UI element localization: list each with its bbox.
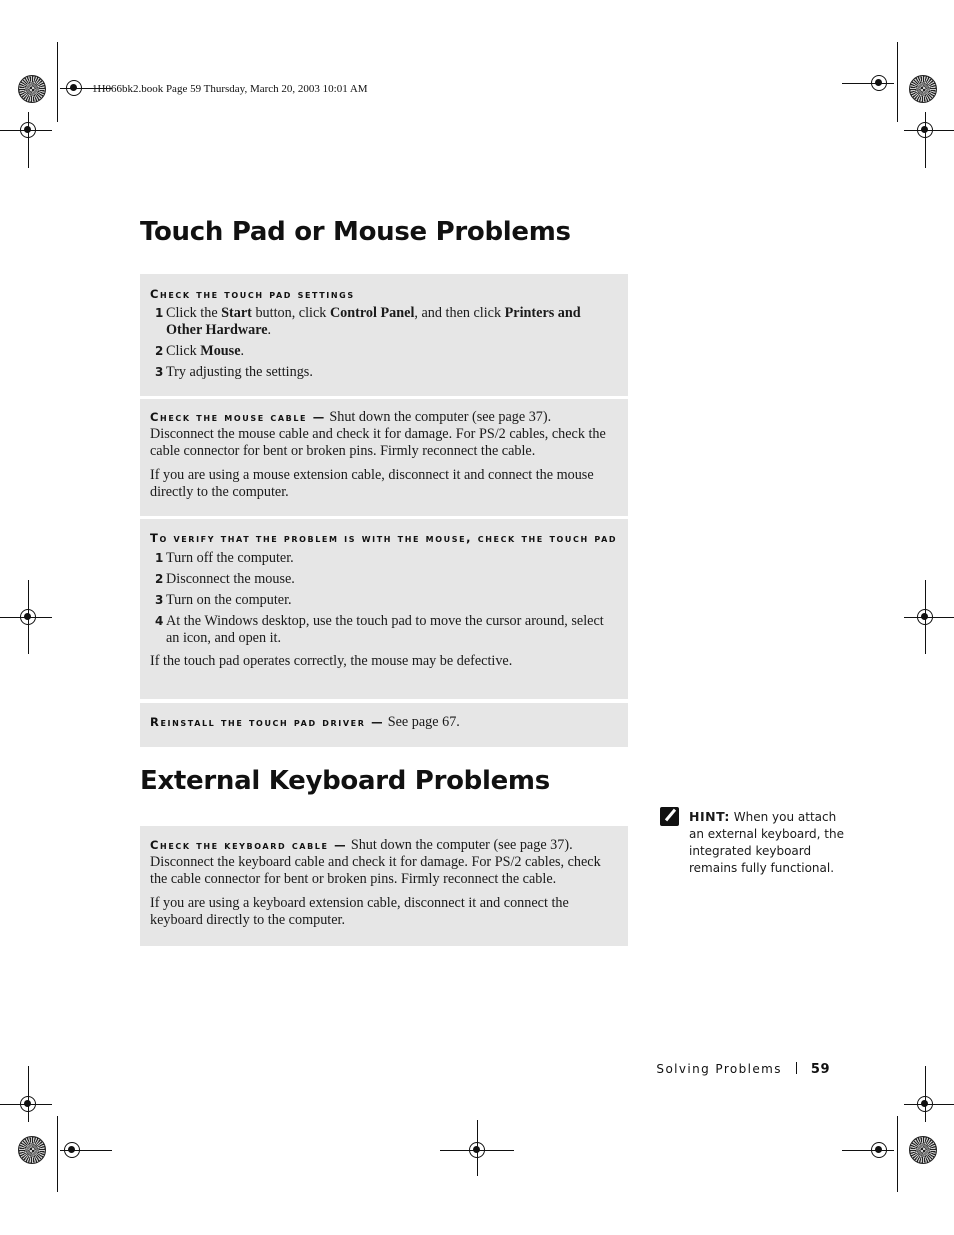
book-header-stamp: 1H066bk2.book Page 59 Thursday, March 20, 2003 10:01 AM [92, 83, 368, 95]
tip-paragraph: If you are using a keyboard extension cable, disconnect it and connect the keyboard directly to the computer. [150, 895, 569, 928]
hint-label: HINT: [689, 809, 730, 824]
tip-paragraph [150, 837, 618, 888]
step-item [150, 571, 618, 588]
step-item [150, 550, 618, 567]
tip-box-touch-pad-settings [140, 274, 628, 396]
tip-paragraph: If you are using a mouse extension cable, disconnect it and connect the mouse directly to the computer. [150, 467, 594, 500]
tip-box-verify-mouse [140, 519, 628, 699]
crop-line [477, 1120, 478, 1176]
crop-line [842, 83, 894, 84]
step-text: Try adjusting the settings. [166, 364, 313, 380]
print-rosette-top-left [18, 75, 46, 103]
crop-line [904, 1104, 954, 1105]
step-item [150, 613, 618, 647]
page-number: 59 [810, 1062, 830, 1077]
crop-line [897, 1116, 898, 1192]
tip-box-title: Reinstall the touch pad driver — [150, 715, 385, 729]
crop-line [0, 130, 52, 131]
tip-paragraph [150, 714, 618, 731]
crop-line [28, 112, 29, 168]
crop-line [925, 580, 926, 654]
step-text: button, click [251, 305, 330, 321]
tip-box-title: Check the touch pad settings [150, 287, 355, 301]
ui-term-mouse: Mouse [200, 343, 241, 359]
step-number: 4 [155, 614, 164, 628]
crop-line [842, 1150, 894, 1151]
step-item [150, 364, 618, 381]
tip-paragraph [150, 409, 618, 460]
print-rosette-top-right [909, 75, 937, 103]
hint-text: When you attach an external keyboard, the integrated keyboard remains fully functional. [689, 810, 844, 875]
step-number: 1 [155, 551, 164, 565]
crop-line [60, 1150, 112, 1151]
crop-line [0, 617, 52, 618]
step-list [150, 305, 618, 381]
ui-term-printers-hardware: Printers and Other Hardware [166, 305, 581, 338]
crop-line [28, 580, 29, 654]
crop-line [28, 1066, 29, 1122]
footer-section-name: Solving Problems [656, 1062, 782, 1076]
crop-line [57, 42, 58, 122]
ui-term-start: Start [221, 305, 252, 321]
step-text: , and then click [414, 305, 505, 321]
crop-line [925, 1066, 926, 1122]
step-list [150, 550, 618, 647]
step-number: 2 [155, 572, 164, 586]
tip-box-title: Check the keyboard cable — [150, 838, 348, 852]
step-item [150, 592, 618, 609]
ui-term-control-panel: Control Panel [329, 305, 415, 321]
footer-separator [796, 1062, 797, 1074]
step-text: Turn off the computer. [166, 550, 294, 566]
tip-box-reinstall-driver [140, 703, 628, 747]
tip-box-title: To verify that the problem is with the mouse, check the touch pad [150, 531, 618, 545]
crop-line [925, 112, 926, 168]
tip-box-mouse-cable [140, 399, 628, 516]
tip-box-title: Check the mouse cable — [150, 410, 326, 424]
print-rosette-bottom-right [909, 1136, 937, 1164]
print-rosette-bottom-left [18, 1136, 46, 1164]
step-text: Click [166, 343, 201, 359]
step-item [150, 343, 618, 360]
crop-line [0, 1104, 52, 1105]
step-item [150, 305, 618, 339]
step-text: Disconnect the mouse. [166, 571, 295, 587]
tip-text: Shut down the computer (see page 37). Disconnect the mouse cable and check it for damage. For PS/2 cables, check the cable connector for bent or broken pins. Firmly reconnect the cable. [150, 409, 606, 459]
section-title-external-keyboard: External Keyboard Problems [140, 766, 550, 796]
crop-line [57, 1116, 58, 1192]
crop-line [904, 617, 954, 618]
note-pencil-icon [660, 807, 679, 826]
step-text: Click the [166, 305, 222, 321]
tip-text: See page 67. [387, 714, 460, 730]
step-text: . [240, 343, 245, 359]
step-number: 3 [155, 593, 164, 607]
tip-paragraph: If the touch pad operates correctly, the mouse may be defective. [150, 653, 513, 669]
step-text: Turn on the computer. [166, 592, 292, 608]
step-number: 3 [155, 365, 164, 379]
page-footer [656, 1062, 830, 1077]
crop-line [897, 42, 898, 122]
tip-box-keyboard-cable [140, 826, 628, 946]
step-text: At the Windows desktop, use the touch pad to move the cursor around, select an icon, and open it. [166, 613, 604, 646]
crop-line [904, 130, 954, 131]
hint-note [689, 808, 849, 877]
step-number: 1 [155, 306, 164, 320]
step-number: 2 [155, 344, 164, 358]
tip-text: Shut down the computer (see page 37). Disconnect the keyboard cable and check it for damage. For PS/2 cables, check the cable connector for bent or broken pins. Firmly reconnect the cable. [150, 837, 601, 887]
section-title-touch-pad: Touch Pad or Mouse Problems [140, 217, 571, 247]
step-text: . [267, 322, 272, 338]
